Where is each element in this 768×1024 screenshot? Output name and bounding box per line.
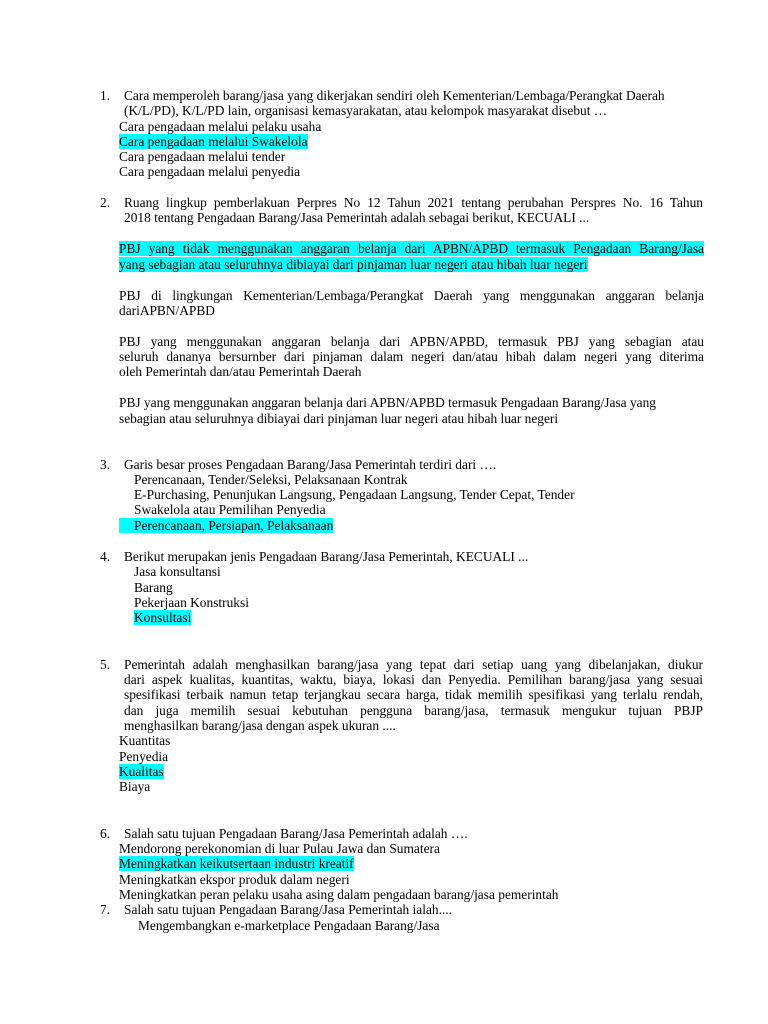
question-stem-line: dan juga memilih sesuai kebutuhan pengguna barang/jasa, termasuk mengukur tujuan PBJP <box>124 703 703 718</box>
answer-option: Penyedia <box>119 749 169 764</box>
answer-option: Jasa konsultansi <box>134 564 221 579</box>
question-stem-line: Garis besar proses Pengadaan Barang/Jasa Pemerintah terdiri dari …. <box>124 457 497 472</box>
answer-option: E-Purchasing, Penunjukan Langsung, Pengadaan Langsung, Tender Cepat, Tender <box>134 487 575 502</box>
question-number: 4. <box>100 549 111 564</box>
answer-option: Barang <box>134 580 173 595</box>
answer-option: oleh Pemerintah dan/atau Pemerintah Daerah <box>119 364 362 379</box>
question-stem-line: spesifikasi terbaik namun tetap terjangkau secara harga, tidak memilih spesifikasi yang terlalu rendah, <box>124 687 703 702</box>
question-number: 5. <box>100 657 111 672</box>
answer-option-highlighted: Meningkatkan keikutsertaan industri kreatif <box>119 856 354 871</box>
answer-option: dariAPBN/APBD <box>119 303 215 318</box>
question-number: 1. <box>100 88 111 103</box>
question-stem-line: Pemerintah adalah menghasilkan barang/jasa yang tepat dari setiap uang yang dibelanjakan, diukur <box>124 657 703 672</box>
question-stem-line: (K/L/PD), K/L/PD lain, organisasi kemasyarakatan, atau kelompok masyarakat disebut … <box>124 103 608 118</box>
answer-option: Cara pengadaan melalui tender <box>119 149 286 164</box>
answer-option: Mengembangkan e-marketplace Pengadaan Barang/Jasa <box>138 918 440 933</box>
question-number: 2. <box>100 195 111 210</box>
answer-option: Swakelola atau Pemilihan Penyedia <box>134 502 326 517</box>
answer-option: Cara pengadaan melalui pelaku usaha <box>119 119 322 134</box>
answer-option-highlighted: PBJ yang tidak menggunakan anggaran belanja dari APBN/APBD termasuk Pengadaan Barang/Jasa <box>119 241 704 256</box>
question-stem-line: Salah satu tujuan Pengadaan Barang/Jasa Pemerintah adalah …. <box>124 826 468 841</box>
answer-option: Biaya <box>119 779 151 794</box>
question-stem-line: Salah satu tujuan Pengadaan Barang/Jasa Pemerintah ialah.... <box>124 902 452 917</box>
answer-option-highlighted: Konsultasi <box>134 610 192 625</box>
answer-option: Perencanaan, Tender/Seleksi, Pelaksanaan Kontrak <box>134 472 408 487</box>
answer-option: PBJ yang menggunakan anggaran belanja dari APBN/APBD, termasuk PBJ yang sebagian atau <box>119 334 704 349</box>
answer-option: Pekerjaan Konstruksi <box>134 595 249 610</box>
question-stem-line: Ruang lingkup pemberlakuan Perpres No 12 Tahun 2021 tentang perubahan Perspres No. 16 Tahun <box>124 195 703 210</box>
question-stem-line: 2018 tentang Pengadaan Barang/Jasa Pemerintah adalah sebagai berikut, KECUALI ... <box>124 210 590 225</box>
answer-option: Mendorong perekonomian di luar Pulau Jawa dan Sumatera <box>119 841 440 856</box>
answer-option: Meningkatkan peran pelaku usaha asing dalam pengadaan barang/jasa pemerintah <box>119 887 559 902</box>
answer-option: Meningkatkan ekspor produk dalam negeri <box>119 872 350 887</box>
answer-option: seluruh dananya bersurnber dari pinjaman dalam negeri dan/atau hibah dalam negeri yang diterima <box>119 349 704 364</box>
question-number: 7. <box>100 902 111 917</box>
question-stem-line: menghasilkan barang/jasa dengan aspek ukuran .... <box>124 718 396 733</box>
question-stem-line: Cara memperoleh barang/jasa yang dikerjakan sendiri oleh Kementerian/Lembaga/Perangkat Daerah <box>124 88 665 103</box>
answer-option-highlighted: Perencanaan, Persiapan, Pelaksanaan <box>119 518 333 533</box>
answer-option: Cara pengadaan melalui penyedia <box>119 164 301 179</box>
question-stem-line: dari aspek kualitas, kuantitas, waktu, biaya, lokasi dan Penyedia. Pemilihan barang/jasa yang sesuai <box>124 672 703 687</box>
answer-option-highlighted: Cara pengadaan melalui Swakelola <box>119 134 308 149</box>
answer-option: PBJ di lingkungan Kementerian/Lembaga/Perangkat Daerah yang menggunakan anggaran belanja <box>119 288 704 303</box>
question-number: 3. <box>100 457 111 472</box>
answer-option-highlighted: Kualitas <box>119 764 164 779</box>
question-number: 6. <box>100 826 111 841</box>
answer-option: PBJ yang menggunakan anggaran belanja dari APBN/APBD termasuk Pengadaan Barang/Jasa yang <box>119 395 656 410</box>
question-stem-line: Berikut merupakan jenis Pengadaan Barang/Jasa Pemerintah, KECUALI ... <box>124 549 529 564</box>
answer-option: Kuantitas <box>119 733 171 748</box>
answer-option-highlighted: yang sebagian atau seluruhnya dibiayai dari pinjaman luar negeri atau hibah luar negeri <box>119 257 588 272</box>
answer-option: sebagian atau seluruhnya dibiayai dari pinjaman luar negeri atau hibah luar negeri <box>119 411 559 426</box>
